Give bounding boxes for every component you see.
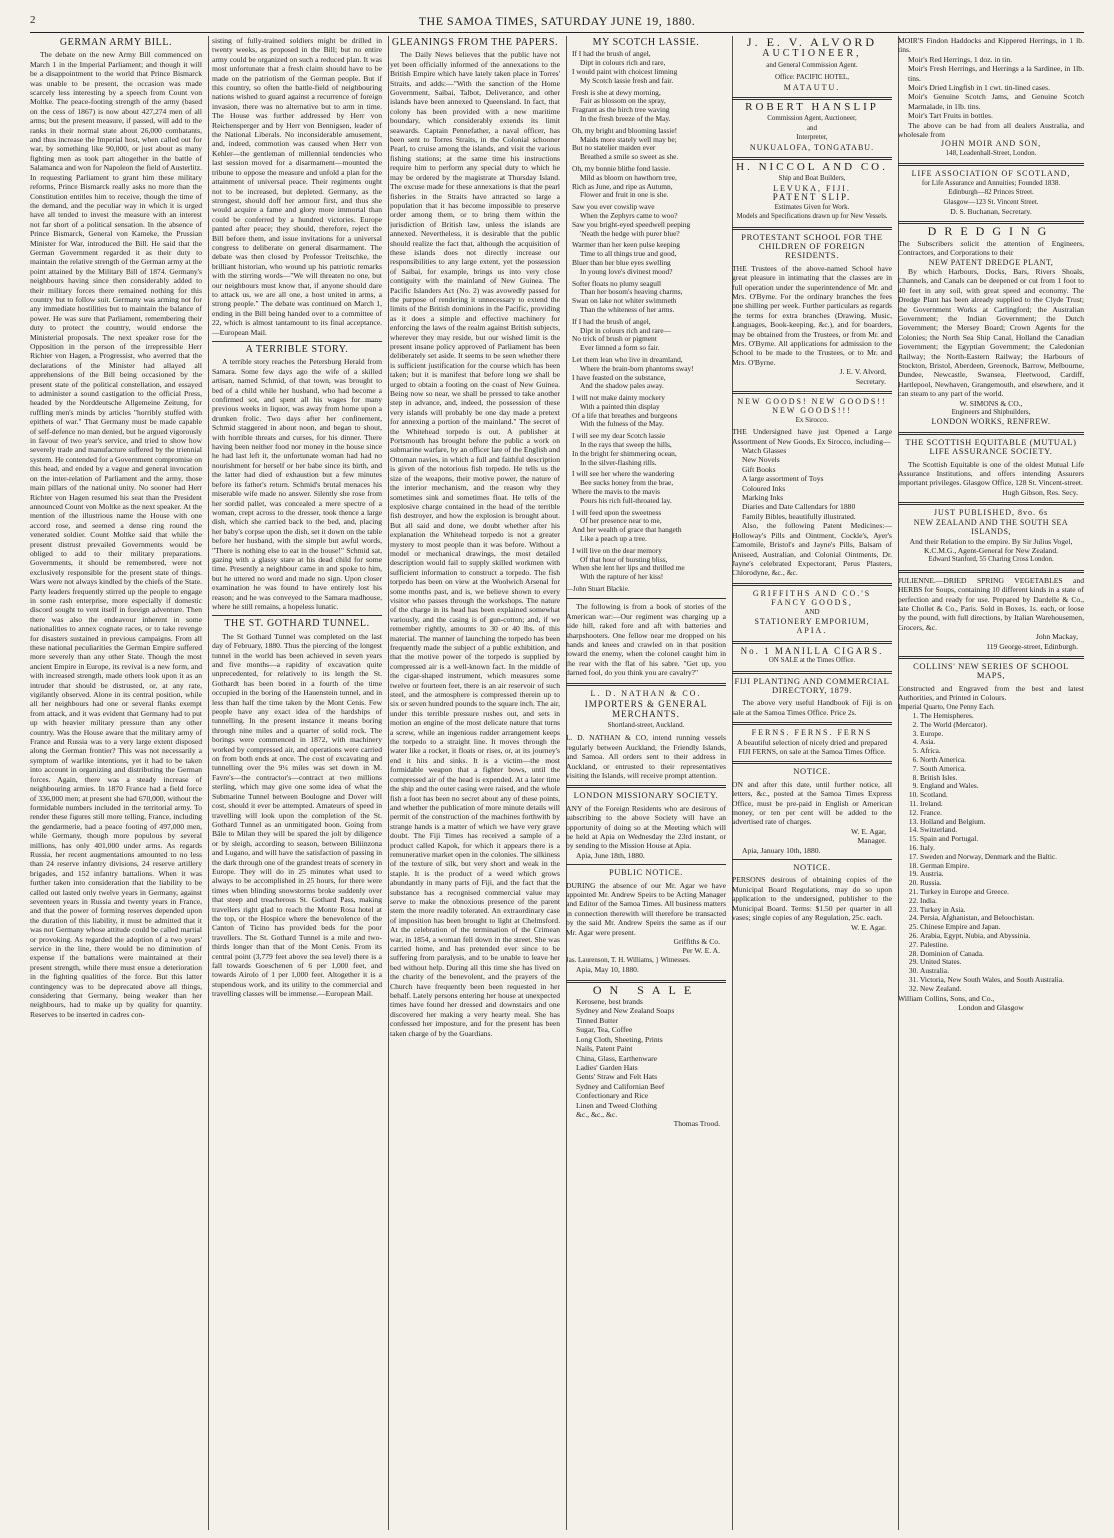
poem-line: Bluer than her blue eyes swelling — [572, 257, 671, 267]
map-item: 10. Scotland. — [920, 791, 1084, 800]
article-gotthard: The St Gothard Tunnel was completed on the last day of February, 1880. Thus the piercing of the longest tunnel in the world has been achieved in seven years and five months—a rapidity of excavation quite unprecedented, for relatively to its length the St. Gothardt has been bored in a fourth of the time occupied in the boring of the Hauenstein tunnel, and in less than half the time taken by the Mont Cenis. Few people have any exact idea of the hardships of tunnelling. In the present instance it means boring through nine miles and a quarter of solid rock. The borings were commenced in 1872, with machinery worked by compressed air, and operations were carried on from both ends at once. The cost of excavating and tunnelling over the 9¼ miles was set down in M. Favre's—the contractor's—contract at two millions sterling, which may give one some idea of what the Submarine Tunnel between Boulogne and Dover will cost, should it ever be attempted. Amateurs of speed in travelling will look upon the completion of the St. Gothard Tunnel as an unmitigated boon. Going from Bâle to Milan they will be spared the jolt by diligence or by sleigh, according to season, between Biliinzona and Lugano, and will have the satisfaction of passing in the dark through one of the grandest treats of scenery in Europe. They will do in 25 minutes what used to always to be accomplished in 25 hours, for there were times when blinding snowstorms broke suddenly over that steep and treacherous St. Gothard Pass, making travellers right glad to reach the Monte Rosa hotel at the top, or the Hospice where the benevolence of the Canton of Ticino has provided beds for the poor travellers. The St. Gothard Tunnel is a mile and two-thirds longer than that of the Mont Cenis. From its central point (3,779 feet above the sea level) there is a fall towards Goeschenen of 6 per 1,000 feet, and towards Airolo of 1 per 1,000 feet. Altogether it is a stupendous work, and its utility to the commercial and travelling classes will be immense.—European Mail. — [212, 631, 382, 999]
dredge-title: DREDGING — [927, 224, 1055, 239]
poem-line: I will not make dainty mockery — [572, 393, 665, 403]
map-item: 29. United States. — [920, 958, 1084, 967]
ad-niccol-title: H. NICCOL AND CO. — [736, 161, 888, 174]
goods-title-2: NEW GOODS!!! — [772, 406, 852, 416]
page-number: 2 — [30, 14, 36, 26]
poem-stanza — [566, 127, 726, 162]
divider — [732, 391, 892, 394]
moir-item: Moir's Fresh Herrings, and Herrings a la Sardinee, in 1lb. tins. — [908, 64, 1084, 83]
poem-line: I will see her where the wandering — [572, 469, 675, 479]
manilla-subtitle: ON SALE at the Times Office. — [768, 656, 856, 665]
ad-alvord-place: MATAUTU. — [783, 82, 841, 92]
school-text: THE Trustees of the above-named School have great pleasure in intimating that the classes are in full operation under the superintendence of Mr. and Mrs. O'Byrne. For the ordinary branches the fees one shilling per week. Further particulars as regards the terms for extra branches (Drawing, Music, Languages, Book-keeping, &c.), and for boarders, may be obtained from the Trustees, or from Mr. and Mrs. O'Byrne. All applications for admission to the School to be made to the Trustees, or to Mr. and Mrs. O'Byrne. — [732, 263, 892, 367]
poem-line: Than the whiteness of her arms. — [580, 304, 675, 314]
sale-item: Kerosene, best brands — [576, 997, 643, 1007]
poem-line: When the Zephyrs came to woo? — [580, 210, 678, 220]
griffiths-subtitle: FANCY GOODS, — [771, 598, 853, 608]
map-item: 6. North America. — [920, 756, 1084, 765]
poem-stanza — [566, 241, 726, 276]
julienne-signature: John Mackay, — [1035, 632, 1078, 642]
map-item: 16. Italy. — [920, 844, 1084, 853]
ad-niccol-slip: PATENT SLIP. — [772, 192, 852, 203]
column-6 — [898, 36, 1084, 1530]
map-item: 28. Dominion of Canada. — [920, 950, 1084, 959]
goods-ex: Ex Sirocco. — [795, 415, 829, 424]
divider — [732, 671, 892, 674]
just-published-publisher: Edward Stanford, 55 Charing Cross London. — [928, 555, 1054, 564]
ad-hanslip-interpreter: Interpreter, — [796, 133, 828, 142]
divider — [898, 432, 1084, 435]
map-item: 17. Sweden and Norway, Denmark and the Baltic. — [920, 853, 1084, 862]
ad-nathan-address: Shortland-street, Auckland. — [607, 720, 685, 729]
poem-line: But no statelier maiden ever — [572, 143, 656, 153]
divider — [732, 227, 892, 230]
on-sale-signature: Thomas Trood. — [673, 1119, 720, 1129]
poem-stanza — [566, 203, 726, 238]
map-item: 21. Turkey in Europe and Greece. — [920, 888, 1084, 897]
column-2 — [212, 36, 389, 1530]
school-signature: J. E. V. Alvord, — [839, 367, 886, 377]
notice-text: ON and after this date, until further notice, all letters, &c., posted at the Samoa Times Express Office, must be pre-paid in English or American money, or ten per cent will be added to the advertised rate of charges. — [732, 779, 892, 827]
poem-line: Flower and fruit in one is she. — [580, 190, 669, 200]
goods-list — [732, 446, 892, 521]
divider — [898, 502, 1084, 505]
moir-address: 148, Leadenhall-Street, London. — [945, 148, 1037, 157]
map-item: 4. Asia. — [920, 738, 1084, 747]
poem-line: I have feasted on the substance, — [572, 372, 666, 382]
moir-item: Moir's Red Herrings, 1 doz. in tin. — [908, 54, 1013, 64]
sale-item: Linen and Tweed Clothing — [576, 1100, 657, 1110]
sale-item: Sugar, Tea, Coffee — [576, 1025, 633, 1035]
divider — [732, 761, 892, 764]
poem-line: Oh, my bonnie blithe fond lassie. — [572, 163, 671, 173]
goods-item: A large assortment of Toys — [742, 474, 824, 484]
dredge-plant: NEW PATENT DREDGE PLANT, — [928, 257, 1054, 267]
just-published-title: JUST PUBLISHED, 8vo. 6s — [933, 508, 1049, 518]
dredge-text-2: By which Harbours, Docks, Bars, Rivers Shoals, Channels, and Canals can be deepened or cut from 1 foot to 40 feet in any soil, with great speed and economy. The Dredge Plant has been already supplied to the Clyde Trust; the Government Works at Carlingford; the Australian Government; the Indian Government; the Dutch Government; the Mersey Board; Crown Agents for the Colonies; the North Sea Ship Canal, Holland the Canadian Government; the Egyptian Government; the Caledonian Railway; the North-Eastern Railway; the Harbours of Stockton, Bristol, Aberdeen, Greenock, Barrow, Melbourne, Dundee, Newcastle, Swansea, Fleetwood, Cardiff, Hartlepool, Newhaven, Grangemouth, and elsewhere, and it can steam to any part of the world. — [898, 266, 1084, 399]
map-item: 24. Persia, Afghanistan, and Beloochistan. — [920, 914, 1084, 923]
map-item: 23. Turkey in Asia. — [920, 906, 1084, 915]
poem-line: Than her bosom's heaving charms, — [580, 287, 683, 297]
dredge-firm-2: Engineers and Shipbuilders, — [951, 408, 1031, 417]
divider — [732, 157, 892, 160]
lms-title: LONDON MISSIONARY SOCIETY. — [573, 790, 719, 801]
ad-alvord-office: Office: PACIFIC HOTEL, — [774, 73, 850, 82]
poem-line: Of her presence near to me, — [580, 516, 662, 526]
map-item: 25. Chinese Empire and Japan. — [920, 923, 1084, 932]
poem-line: Bee sucks honey from the brae, — [580, 478, 674, 488]
divider — [732, 722, 892, 725]
goods-title: NEW GOODS! NEW GOODS!! — [737, 397, 887, 406]
poem-stanza — [566, 432, 726, 467]
equitable-text: The Scottish Equitable is one of the oldest Mutual Life Assurance Institutions, and offers intending Assurers important privileges. Glasgow Office, 128 St. Vincent-street. — [898, 459, 1084, 488]
sale-item: Confectionary and Rice — [576, 1091, 649, 1101]
goods-item: Diaries and Date Callendars for 1880 — [742, 502, 856, 512]
poem-line: Like a peach up a tree. — [580, 534, 647, 544]
public-notice-title: PUBLIC NOTICE. — [608, 867, 684, 878]
map-item: 2. The World (Mercator). — [920, 721, 1084, 730]
ad-niccol-place: LEVUKA, FIJI. — [773, 183, 851, 193]
map-item: 18. German Empire. — [920, 862, 1084, 871]
map-item: 13. Holland and Belgium. — [920, 818, 1084, 827]
poem-line: Mild as bloom on hawthorn tree, — [580, 172, 677, 182]
poem-stanza — [566, 356, 726, 391]
ad-niccol-estimates: Estimates Given for Work. — [774, 202, 850, 211]
poem-line: In young love's divinest mood? — [580, 266, 673, 276]
poem-line: 'Neath the hedge with purer blue? — [580, 228, 680, 238]
lms-date: Apia, June 18th, 1880. — [576, 850, 645, 860]
school-title: PROTESTANT SCHOOL FOR THE CHILDREN OF FOREIGN RESIDENTS. — [741, 231, 883, 261]
poem-line: In the bright fer shimmering ocean, — [572, 448, 677, 458]
map-item: 8. British Isles. — [920, 774, 1084, 783]
article-army-bill-continued: sisting of fully-trained soldiers might be drilled in twenty weeks, as proposed in the Bill; but no entire army could be organized on such a reduced plan. It was most unfortunate that a fresh claim should have to be made on the patriotism of the German people. But if this country, so often the battle-field of neighbouring nations wished to guard against a recurrence of foreign invasion, there was no alternative but to arm in time. The House was further addressed by Herr von Reichensperger and by Herr von Bennigsen, leader of the National Liberals. No inconsiderable amusement, and, indeed, commotion was caused when Herr von Kehler—the gentleman of millennial tendencies who last session moved for a disarmament—mounted the tribune to oppose the measure and unfold a plan for the attainment of universal peace. Their regiments ought not to be increased, but depleted. Germany, as the strongest, should doff her armour first, and thus she would acquire a fame and glory more immortal than could be conferred by a hundred victories. Europe panted after peace; they should, therefore, reject the Bill before them, and issue invitations for a universal congress to deliberate on general disarmament. The debate was then closed by Professor Treitschke, the brilliant historian, who wound up his patriotic remarks with the stirring words—"We will threaten no one, but our neighbours must know that, if anyone should dare to attack us, we are all one, a host united in arms, a strong people." The debate was continued on March 1, ending in the Bill being handed over to a committee of 22, which is almost tantamount to its final acceptance.—European Mail. — [212, 36, 382, 337]
public-notice-text: DURING the absence of our Mr. Agar we have appointed Mr. Andrew Speirs to be Acting Manager and Editor of the Samoa Times. All business matters in connection therewith will therefore be transacted by the said Mr. Andrew Speirs the same as if our Mr. Agar were present. — [566, 880, 726, 937]
poem-line: Let them lean who live in dreamland, — [572, 354, 683, 364]
poem-author: —John Stuart Blackie. — [566, 585, 630, 594]
divider — [566, 598, 726, 599]
poem-stanza — [566, 394, 726, 429]
goods-item: New Novels — [742, 455, 780, 465]
ad-hanslip-title: ROBERT HANSLIP — [745, 101, 879, 114]
goods-item: Marking Inks — [742, 493, 784, 503]
collins-price: Imperial Quarto, One Penny Each. — [898, 702, 995, 711]
divider — [732, 641, 892, 644]
sale-item: Ladies' Garden Hats — [576, 1062, 638, 1072]
poem-line: And her wealth of grace that hangeth — [572, 525, 682, 535]
poem-line: With the rapture of her kiss! — [580, 572, 664, 582]
map-item: 5. Africa. — [920, 747, 1084, 756]
poem-line: Breathed a smile so sweet as she. — [580, 152, 679, 162]
map-item: 32. New Zealand. — [920, 985, 1084, 994]
poem-line: Saw you ever cowslip wave — [572, 202, 655, 212]
poem-line: Dipt in colours rich and rare— — [580, 325, 671, 335]
poem-line: I would paint with choicest limning — [572, 67, 678, 76]
griffiths-place: APIA. — [796, 626, 828, 636]
ad-alvord-title: J. E. V. ALVORD — [746, 36, 878, 49]
poem — [566, 50, 726, 582]
goods-item: Coloured Inks — [742, 483, 786, 493]
goods-item: Family Bibles, beautifully illustrated. — [742, 511, 856, 521]
masthead — [30, 10, 1084, 33]
map-item: 3. Europe. — [920, 730, 1084, 739]
ad-hanslip-place: NUKUALOFA, TONGATABU. — [749, 142, 875, 152]
notice-date: Apia, January 10th, 1880. — [742, 845, 821, 855]
poem-stanza — [566, 280, 726, 315]
divider — [212, 341, 382, 342]
article-gleanings: The Daily News believes that the public have not yet been officially informed of the annexations to the British Empire which have lately taken place in Torres' Straits, and adds:—"With the sanction of the Home Government, Saibai, Talbot, Deliverance, and other islands have been annexed to Queensland. In fact, that colony has been provided with a new maritime boundary, which considerably extends its limit seawards. Captain Pennefather, a naval officer, has been sent to Torres Straits, in the Colonial schooner Pearl, to cruise among the islands, and visit the various fishing stations; at the same time his instructions require him to perform any special duty to which he may be ordered by the magistrate at Thursday Island. The excuse made for these annexations is that the pearl fisheries in the Straits have attracted so large a population that it has become impossible to preserve order among them, or to bring them within the jurisdiction of British law, unless the islands are annexed. Nevertheless, it is desirable that the public should realize the fact that, although the acquisition of these islands does not directly increase our responsibilities to any large extent, yet the possession of Saibai, for example, brings us into very close contiguity with the mainland of New Guinea. The Pacific Islanders Act (No. 2) was avowedly passed for the purpose of rendering it unnecessary to extend the limits of the British dominions in the Pacific, providing as it does a simple and effective machinery for enforcing the laws of the realm against British subjects, wherever they may reside, but our wished limit is the present insane policy approved of Parliament has been deliberately set aside. It seems to be seen whether there is sufficient justification for the course which has been taken; but it is manifest that before long we shall be urged to obtain a footing on the coast of New Guinea. Being now so near, we shall be pressed to take another step in advance, and, indeed, the possession of these very islands will probably be one day made a pretext for annexing a portion of the mainland." The secret of the Whitehead torpedo is out. A publisher at Portsmouth has brought before the public a work on submarine warfare, by an officer late of the English and Ottoman navies, in which a full and faithful description is given of the notorious fish torpedo. He tells us the size of the weapons, their motive power, the nature of the interior mechanism, and the reason why they sometimes sink and sometimes float. He tells of the explosive charge contained in the head of the terrible fish destroyer, and how the explosion is brought about. But all said and done, we doubt whether after his explanation the Whitehead torpedo is not a greater mystery to most people than it was before. Without a model or mechanical drawings, the most detailed description would fail to supply skilled workmen with sufficient information to construct a torpedo. The fish torpedo has been on view at the Woolwich Arsenal for some months past, and is, we believe shown to every visitor who passes through the workshops. The nature of the charge in its head has been explained somewhat variously, and the casing is of gun-cotton; and, if we remember rightly, amounts to 30 or 40 lbs. of this material. The manner of launching the torpedo has been frequently made the subject of a public exhibition, and that the motive power of the torpedo is supplied by compressed air is a well-known fact. In the middle of the cigar-shaped instrument, which measures some twelve or fourteen feet, there is an air reservoir of such steel, and the atmosphere is compressed therein up to six or seven hundred pounds to the square inch. The air, under this terrible pressure rushes out, and sets in motion an engine of the most delicate nature that turns a screw, while an ingenious rudder arrangement keeps the torpedo to a straight line. It moves through the water like a rocket, it floats or rises, or, at its journey's end it hits and sinks. It is a victim—the most formidable weapon that a fighter bows, until the compressed air of the head is expended. At a later time the ship and the outer casing were raised, and the whole fish a foot has been no secret about any of these points, and whether the publication of more minute details will permit of the construction of the machines forthwith by strange hands is a matter of which we have very grave doubt. The Fiji Times has received a sample of a product called Kapok, for which it appears there is a remunerative market open in the colonies. The silkiness of the texture of silk, but very short and weak in the staple. It is the product of a weed which grows abundantly in many parts of Fiji, and the fact that the substance has a recognised commercial value may serve to make the obnoxious presence of the parent stem the more readily tolerated. An extraordinary case of imposition has been brought to light at Chelmsford. At the celebration of the termination of the Crimean war, in 1854, a woman fell down in the street. She was carried home, and has pretended ever since to be suffering from paralysis, and to be unable to leave her bed without help. During all this time she has lived on the charity of the benevolent, and the prayers of the Church have frequently been been requested in her behalf. Lately persons entering her house at unexpected times have found her dressed and downstairs and one discovered her making a very hearty meal. She has confessed her imposture, and for the present has been taken charge of by the Guardians. — [390, 50, 560, 1038]
poem-line: My Scotch lassie fresh and fair. — [580, 75, 674, 85]
poem-line: In the fresh breeze of the May. — [580, 113, 671, 123]
ad-nathan-title: L. D. NATHAN & CO. — [590, 688, 702, 698]
poem-line: Fair as blossom on the spray, — [580, 96, 666, 106]
ad-niccol-subtitle: Ship and Boat Builders, — [778, 174, 846, 183]
poem-line: If I had the brush of angel, — [572, 49, 651, 59]
poem-stanza — [566, 509, 726, 544]
fiji-title: FIJI PLANTING AND COMMERCIAL DIRECTORY, 1879. — [734, 675, 890, 695]
poem-line: Warmer than her keen pulse keeping — [572, 240, 680, 250]
poem-stanza — [566, 470, 726, 505]
poem-line: Ever limned a form so fair. — [580, 343, 660, 353]
ad-hanslip-subtitle: Commission Agent, Auctioneer, — [767, 114, 857, 123]
ferns-text: A beautiful selection of nicely dried and prepared FIJI FERNS, on sale at the Samoa Times Office. — [736, 737, 888, 756]
poem-stanza — [566, 89, 726, 124]
poem-stanza — [566, 165, 726, 200]
collins-address: London and Glasgow — [958, 1002, 1024, 1012]
fiji-text: The above very useful Handbook of Fiji is on sale at the Samoa Times Office. Price 2s. — [732, 698, 892, 717]
column-5 — [732, 36, 899, 1530]
public-notice-signature-2: Per W. E. A. — [682, 946, 720, 956]
public-notice-witnesses: Jas. Laurenson, T. H. Williams, } Witnesses. — [566, 955, 691, 964]
divider — [566, 864, 726, 865]
map-item: 14. Switzerland. — [920, 826, 1084, 835]
sale-item: Sydney and New Zealand Soaps — [576, 1006, 675, 1016]
poem-line: Oh, my bright and blooming lassie! — [572, 125, 678, 135]
article-title-gotthard: THE ST. GOTHARD TUNNEL. — [224, 618, 370, 630]
life-signature: D. S. Buchanan, Secretary. — [950, 206, 1032, 216]
life-title: LIFE ASSOCIATION OF SCOTLAND, — [911, 169, 1071, 179]
poem-line: I will see my dear Scotch lassie — [572, 431, 666, 441]
poem-line: If I had the brush of angel, — [572, 316, 651, 326]
poem-line: Rich as June, and ripe as Autumn, — [572, 181, 673, 191]
poem-line: Maids more stately well may be; — [580, 134, 677, 144]
poem-line: Swan on lake not whiter swimmeth — [572, 296, 677, 306]
poem-line: And the shadow pales away. — [580, 381, 664, 391]
moir-dealers: The above can be had from all dealers Australia, and wholesale from — [898, 120, 1084, 140]
divider — [212, 615, 382, 616]
ad-hanslip-and: and — [806, 123, 818, 132]
poem-line: Dipt in colours rich and rare, — [580, 58, 666, 68]
map-item: 31. Victoria, New South Wales, and South Australia. — [920, 976, 1084, 985]
public-notice-signature: Griffiths & Co. — [673, 937, 720, 947]
poem-line: Softer floats no plumy seagull — [572, 278, 662, 288]
griffiths-subtitle-2: STATIONERY EMPORIUM, — [754, 616, 870, 626]
griffiths-title: GRIFFITHS AND CO.'S — [752, 588, 872, 598]
poem-line: With a painted thin display — [580, 401, 660, 411]
notice-2-text: PERSONS desirous of obtaining copies of the Municipal Board Regulations, may do so upon application to the undersigned, publisher to the Municipal Board. Terms: $1.50 per quarter in all vases; single copies of any Regulation, 25c. each. — [732, 875, 892, 923]
life-address-1: Edinburgh—82 Princes Street. — [948, 188, 1034, 197]
article-title-terrible-story: A TERRIBLE STORY. — [245, 344, 349, 355]
public-notice-date: Apia, May 10, 1880. — [576, 965, 639, 975]
poem-stanza — [566, 50, 726, 85]
poem-line: I will feed upon the sweetness — [572, 507, 662, 517]
article-terrible-story: A terrible story reaches the Petersburg Herald from Samara. Some few days ago the wife of a skilled artisan, named Schmid, of that town, was brought to bed of a child while her husband, who had become a confirmed sot, and spent all his wages for many previous weeks in liquor, was away from home upon a drunken frolic. Two days after her confinement, Schmid staggered in about noon, and began to shout, with horrible threats and curses, for his dinner. There having been neither food nor money in the house since he had last left it, the unfortunate woman had had no nourishment for herself or her babe since its birth, and the latter had died of exhaustion but a few minutes before its father's return. Schmid's brutal menaces his miserable wife made no answer. Silently she rose from her sordid pallet, was concealed a mere spectre of a woman, crept across to the dresser, took thence a large dish, which she carried back to the bed, and, placing her baby's corpse upon the dish, set it down on the table before her husband, with the simple but awful words, "There is nothing else to eat in the house!" Schmid sat, gazing with a glassy stare at his dead child for some time. Presently a neighbour came in and spoke to him, but he uttered no word and made no sign. Upon closer examination he was found to have entirely lost his reason; and he was conveyed to the Samara madhouse, where he still remains, a hopeless lunatic. — [212, 357, 382, 611]
ad-alvord-subtitle: AUCTIONEER, — [762, 48, 862, 60]
notice-2-title: NOTICE. — [793, 862, 831, 873]
divider — [898, 656, 1084, 659]
life-address-2: Glasgow—123 St. Vincent Street. — [943, 197, 1039, 206]
map-item: 12. France. — [920, 809, 1084, 818]
ad-nathan-subtitle: IMPORTERS & GENERAL MERCHANTS. — [584, 699, 708, 719]
lms-text: ANY of the Foreign Residents who are desirous of subscribing to the above Society will have an opportunity of doing so at the Meeting which will be held at Apia on Wednesday the 23rd instant, or by sending to the Mission House at Apia. — [566, 803, 726, 851]
dredge-firm: W. SIMONS & CO., — [959, 398, 1023, 408]
manilla-title: No. 1 MANILLA CIGARS. — [740, 645, 884, 656]
poem-line: I will live on the dear memory — [572, 545, 662, 555]
collins-text: Constructed and Engraved from the best and latest Authorities, and Printed in Colours. — [898, 683, 1084, 703]
school-signature-2: Secretary. — [855, 376, 886, 386]
griffiths-and: AND — [804, 607, 820, 616]
poem-line: Where the mavis to the mavis — [572, 487, 661, 497]
julienne-address: 119 George-street, Edinburgh. — [986, 641, 1078, 651]
just-published-book: NEW ZEALAND AND THE SOUTH SEA ISLANDS, — [913, 517, 1069, 537]
collins-signature: William Collins, Sons, and Co., — [898, 993, 995, 1003]
divider — [898, 570, 1084, 573]
story-american-war: The following is from a book of stories of the American war:—Our regiment was charging up a side hill, raked fore and aft with batteries and sharpshooters. One fellow near me dropped on his hands and knees and crawled on in that position toward the enemy, when the colonel caught him in the rear with the flat of his sabre. "Get up, you darned fool, do you think you are cavalry?" — [566, 602, 726, 678]
moir-item: Moir's Tart Fruits in bottles. — [908, 111, 993, 121]
map-item: 9. England and Wales. — [920, 782, 1084, 791]
poem-line: Of that hour of bursting bliss, — [580, 554, 668, 564]
ferns-title: FERNS. FERNS. FERNS — [751, 728, 873, 738]
ad-nathan-text: L. D. NATHAN & CO, intend running vessels regularly between Auckland, the Friendly Islands, and Samoa. All orders sent to their address in Auckland, or entrusted to their representatives visiting the Islands, will receive prompt attention. — [566, 733, 726, 780]
divider — [566, 785, 726, 788]
masthead-title: THE SAMOA TIMES, SATURDAY JUNE 19, 1880. — [418, 14, 696, 28]
moir-list — [898, 55, 1084, 121]
map-item: 26. Arabia, Egypt, Nubia, and Abyssinia. — [920, 932, 1084, 941]
column-3 — [390, 36, 567, 1530]
sale-item: Tinned Butter — [576, 1015, 619, 1025]
poem-line: No trick of brush or pigment — [572, 334, 657, 344]
poem-line: Where the brain-born phantoms sway! — [580, 363, 694, 373]
poem-line: Saw you bright-eyed speedwell peeping — [572, 219, 691, 229]
sale-item: &c., &c., &c. — [576, 1109, 618, 1119]
sale-item: Sydney and Californian Beef — [576, 1081, 665, 1091]
article-army-bill: The debate on the new Army Bill commenced on March 1 in the Imperial Parliament; and though it will be a disappointment to the world that Prince Bismarck was unable to be present, the occasion was made scarcely less interesting by a speech from Count von Moltke. The peace-footing strength of the army (based on the cess of 1867) is now about 427,274 men of all arms; but the present measure, if passed, will add to the ranks in their normal state about 26,000 combatants, and thus increase the Imperial host, when called out for war, by something like 90,000, or just about as many fighting men as took part altogether in the battle of Salamanca and won for Napoleon the field of Austerlitz. In requesting Parliament to grant him these military reforms, Prince Bismarck really asks no more than the Constitution entitles him to receive, though the time of the demand, and the peculiar way in which it is urged have all tended to invest the measure with an interest not far short of a political sensation. In the absence of Prince Bismarck, General von Kameke, the Prussian Minister for War, introduced the Bill. He said that the German Government regarded it as their duty to maintain the relative strength of the German army at the point attained by the Military Bill of 1874. Germany's neighbours having since then considerably added to their military forces there remained nothing for this country but to follow suit. Germany was arming not for any immediate hostilities but to maintain the balance of power. He was sure that Parliament, remembering their duty to protect the country, would endorse the Ministerial proposals. The next speaker rose for the Opposition in the person of the irrepressible Herr Richter von Hagen, a Progressist, who averred that the declarations of the Minister had allayed all apprehensions of the Bill being occasioned by the present state of the political constellation, and essayed to administer a sound castigation to the official Press, headed by the Norddeutsche Allgemeine Zeitung, for ruffling men's minds by articles "horribly stuffed with epithets of war." That Germany must be made capable of self-defence no man denied, but he argued vigorously in favour of two year's service, and tried to show how severely trade and manufacture suffered by the triennial system. He contended for a Government compromise on this head, and ended by a vague and general invocation on the inter-relation of Parliament and the army, those main pillars of the national unity. No sooner had Herr Richter von Hagen resumed his seat than the President announced Count von Moltke as the next speaker. At the mention of the illustrious name the House with one accord rose, and seemed a dense ring round the venerated soldier. Count Moltke said that while the present distrust prevailed Governments would be obliged to add to their military preparations. Governments, it should be remembered, were not exclusively responsible for the present state of things. Wars were not always kindled by the chiefs of the State. Party leaders frequently stirred up the people to engage in some rash enterprise, more especially if domestic discord sought to vent itself in foreign adventure. Then there was also the endeavour inherent in some nationalities to annex cognate races, or to take revenge for disasters sustained in previous campaigns. From all these national peculiarities the German Empire suffered more severely than any other State. Though the most ancient Empire in Europe, its revival is a new form, and with increased strength, made others look upon it as an intruder that should be distrusted, or, at any rate, vigilantly observed. Alone in its central position, while all her neighbours had one or several flanks exempt from attack, and it was evident that Germany had to put up with heavier military pressure than any other country. Was the House aware that the military army of France and Russia was to a very large extent disposed along the German frontier? This was not necessarily a symptom of warlike intentions, yet it had to be taken into account in organizing and distributing the German forces. Again, there was a steady increase of neighbouring armies. In 1870 France had a field force of 336,000 men; at present she had 670,000, without the formidable numbers included in the territorial army. To render these figures still more telling, France, including the gendarmerie, had a peace footing of 497,000 men, while Germany, though more populous by several millions, has only 401,000 under arms. As regards Russia, her recent augmentations amounted to no less than 24 reserve infantry divisions, 24 reserve artillery brigades, and 152 infantry battalions. When it was further taken into consideration that the liability to be called out lasted only twelve years in Germany, against seventeen years in Russia and twenty years in France, and that the power of forming reserves depended upon the duration of this liability, it must be admitted that it was not Germany whose attitude could be called martial or provoking. As regarded the adoption of a two years' service in the line, there would be no diminution of expense if the battalions were maintained at their present strength, while there must ensue a deterioration in the fighting qualities of the force. But this latter contingency was to be deprecated above all things, considering that Germany, being weaker than her neighbours, had to make up by quality for quantity. Reserves to be inserted in cadres con- — [30, 50, 202, 1019]
map-item: 20. Russia. — [920, 879, 1084, 888]
sale-item: Long Cloth, Sheeting, Prints — [576, 1034, 663, 1044]
goods-item: Gift Books — [742, 464, 776, 474]
column-1 — [30, 36, 209, 1530]
poem-line: Fragrant as the birch tree waving — [572, 105, 670, 115]
divider — [732, 97, 892, 100]
poem-stanza — [566, 318, 726, 353]
article-title-gleanings: GLEANINGS FROM THE PAPERS. — [391, 37, 559, 48]
divider — [566, 683, 726, 686]
poem-line: Fresh is she at dewy morning, — [572, 87, 661, 97]
on-sale-list — [566, 997, 726, 1119]
poem-line: In the silver-flashing rills. — [580, 457, 657, 467]
dredge-address: LONDON WORKS, RENFREW. — [931, 417, 1051, 427]
goods-text: THE Undersigned have just Opened a Large Assortment of New Goods, Ex Sirocco, including— — [732, 427, 892, 446]
dredge-text: The Subscribers solicit the attention of Engineers, Contractors, and Corporations to their — [898, 238, 1084, 258]
poem-line: When she lent her lips and thrilled me — [572, 563, 685, 573]
moir-firm: JOHN MOIR AND SON, — [940, 139, 1042, 149]
poem-stanza — [566, 547, 726, 582]
map-item: 19. Austria. — [920, 870, 1084, 879]
moir-text: MOIR'S Findon Haddocks and Kippered Herrings, in 1 lb. tins. — [898, 36, 1084, 55]
poem-line: In the rays that sweep the hills, — [580, 440, 672, 450]
just-published-text: And their Relation to the empire. By Sir Julius Vogel, K.C.M.G., Agent-General for New Zealand. — [909, 536, 1073, 555]
moir-item: Moir's Dried Lingfish in 1 cwt. tin-lined cases. — [908, 83, 1051, 93]
collins-title: COLLINS' NEW SERIES OF SCHOOL MAPS, — [913, 660, 1069, 681]
map-item: 11. Ireland. — [920, 800, 1084, 809]
maps-list — [898, 712, 1084, 994]
divider — [732, 583, 892, 586]
notice-2-signature: W. E. Agar. — [851, 922, 886, 932]
life-subtitle: for Life Assurance and Annuities; Founded 1838. — [921, 178, 1061, 187]
notice-signature: W. E. Agar, — [850, 826, 886, 836]
goods-medicines: Also, the following Patent Medicines:—Holloway's Pills and Ointment, Cockle's, Ayer's Camomile, Bristol's and Jayne's Pills, Balsam of Aniseed, Australian, and Colonial Ointments, Dr. Jayne's celebrated Expectorant, Perus Plasters, Chlorodyne, &c., &c. — [732, 521, 892, 578]
equitable-signature: Hugh Gibson, Res. Secy. — [1002, 487, 1078, 497]
sale-item: Nails, Patent Paint — [576, 1044, 633, 1054]
ad-alvord-subtitle-2: and General Commission Agent. — [766, 60, 858, 69]
equitable-title: THE SCOTTISH EQUITABLE (MUTUAL) LIFE ASSURANCE SOCIETY. — [905, 436, 1077, 457]
notice-signature-2: Manager. — [857, 836, 886, 846]
goods-item: Watch Glasses — [742, 446, 787, 456]
map-item: 27. Palestine. — [920, 941, 1084, 950]
poem-line: Time to all things true and good, — [580, 249, 677, 259]
poem-line: With the fulness of the May. — [580, 419, 664, 429]
article-title-army-bill: GERMAN ARMY BILL. — [59, 37, 173, 48]
poem-line: Of a life that breathes and burgeons — [572, 410, 678, 420]
sale-item: China, Glass, Earthenware — [576, 1053, 657, 1063]
map-item: 30. Australia. — [920, 967, 1084, 976]
notice-title: NOTICE. — [793, 766, 831, 777]
column-4 — [566, 36, 733, 1530]
ad-niccol-models: Models and Specifications drawn up for New Vessels. — [736, 212, 888, 221]
map-item: 22. India. — [920, 897, 1084, 906]
sale-item: Gents' Straw and Felt Hats — [576, 1072, 658, 1082]
map-item: 7. South America. — [920, 765, 1084, 774]
poem-title: MY SCOTCH LASSIE. — [592, 37, 700, 48]
divider — [898, 163, 1084, 166]
on-sale-title: ON SALE — [592, 982, 700, 997]
moir-item: Moir's Genuine Scotch Jams, and Genuine Scotch Marmalade, in 1lb. tins. — [908, 92, 1084, 111]
divider — [732, 859, 892, 860]
poem-line: Pours his rich full-throated lay. — [580, 495, 672, 505]
julienne-text: JULIENNE.—DRIED SPRING VEGETABLES and HERBS for Soups, containing 10 different kinds in a state of perfection and ready for use. Prepared by Dardelle & Co., late Chollet & Co., Paris. Sold in Boxes, 1s. each, or loose by the pound, with full directions, by Italian Warehousemen, Grocers, &c. — [898, 575, 1084, 632]
map-item: 1. The Hemispheres. — [920, 712, 1084, 721]
map-item: 15. Spain and Portugal. — [920, 835, 1084, 844]
